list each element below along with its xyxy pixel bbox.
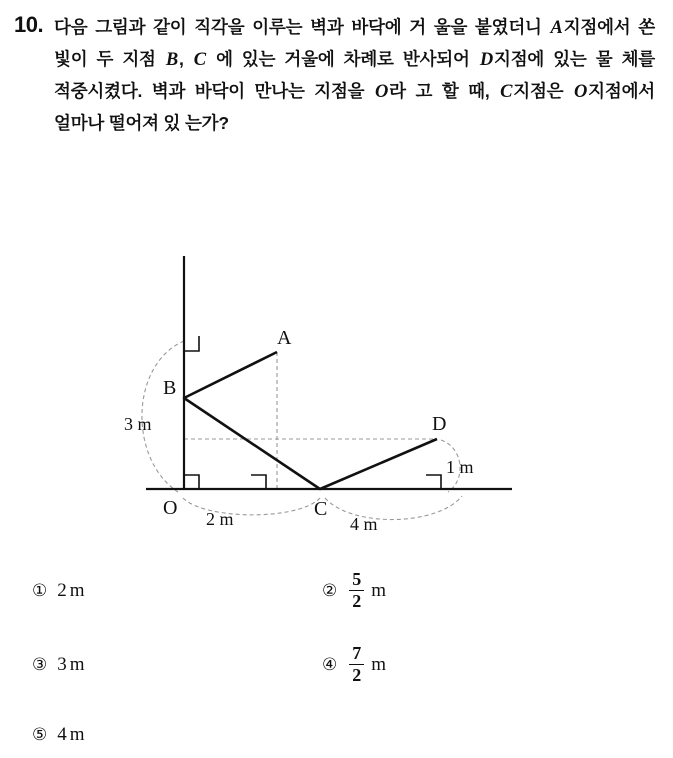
choice-2[interactable] [322,570,386,612]
var-c: C [193,50,206,70]
choice-3[interactable] [32,654,85,676]
question-line-2-b: 지점에서 쏜 빛이 두 지점 [54,17,656,69]
choice-2-denominator: 2 [349,590,364,611]
label-B: B [163,377,177,399]
dashed-guides [142,341,462,520]
question-line-2-a: 울을 붙였더니 [433,17,550,37]
question-line-5-a: 고 할 때, [415,81,500,101]
right-angle-marks [184,336,441,489]
choice-4-fraction [349,644,364,686]
label-O: O [163,497,178,519]
choice-4-marker: ④ [322,654,338,675]
label-D: D [432,413,447,435]
choice-4[interactable] [322,644,386,686]
light-path [184,352,437,489]
choice-2-numerator: 5 [352,569,362,589]
choice-4-numerator: 7 [352,643,362,663]
dimension-oc: 2 m [206,509,234,529]
question-line-1: 다음 그림과 같이 직각을 이루는 벽과 바닥에 거 [54,17,426,37]
dimension-cd: 4 m [350,514,378,534]
question-line-3-a: 에 있는 거울에 차례로 반사되어 [216,49,479,69]
var-c2: C [500,82,513,102]
choice-2-fraction [349,570,364,612]
question-block [0,0,673,139]
question-line-6: 는가? [184,113,229,133]
question-number: 10. [14,12,44,37]
label-C: C [314,498,328,520]
question-line-3-b: 지점에 있는 물 [493,49,613,69]
dimension-d-height: 1 m [446,457,474,477]
dimension-wall: 3 m [124,414,152,434]
choice-5-unit: m [69,724,85,745]
question-line-4-a: 체를 적중시켰다. 벽과 바닥이 만나는 지점을 [54,49,655,101]
var-a: A [550,18,563,38]
choice-1-marker: ① [32,581,48,601]
choice-1-value: 2 [57,580,67,601]
question-comma: , [179,49,193,69]
figure-svg [0,244,673,544]
choice-1-unit: m [69,580,85,601]
choice-5-marker: ⑤ [32,725,48,745]
var-o2: O [574,82,588,102]
question-line-5-b: 지점은 [513,81,573,101]
choice-3-unit: m [69,654,85,675]
figure-diagram [0,244,673,544]
choice-3-value: 3 [57,654,67,675]
question-line-4-b: 라 [389,81,406,101]
answer-choices [0,568,673,748]
choice-4-denominator: 2 [349,664,364,685]
choice-2-marker: ② [322,580,338,601]
choice-5[interactable] [32,724,85,746]
var-d: D [479,50,493,70]
label-A: A [277,327,292,349]
var-b: B [165,50,179,70]
question-text [54,12,655,139]
choice-1[interactable] [32,580,85,602]
var-o: O [375,82,389,102]
choice-4-unit: m [371,653,387,675]
choice-2-unit: m [371,579,387,601]
question-line-5-c: 지점에서 얼마나 떨어져 있 [54,81,655,133]
choice-3-marker: ③ [32,655,48,675]
choice-5-value: 4 [57,724,67,745]
